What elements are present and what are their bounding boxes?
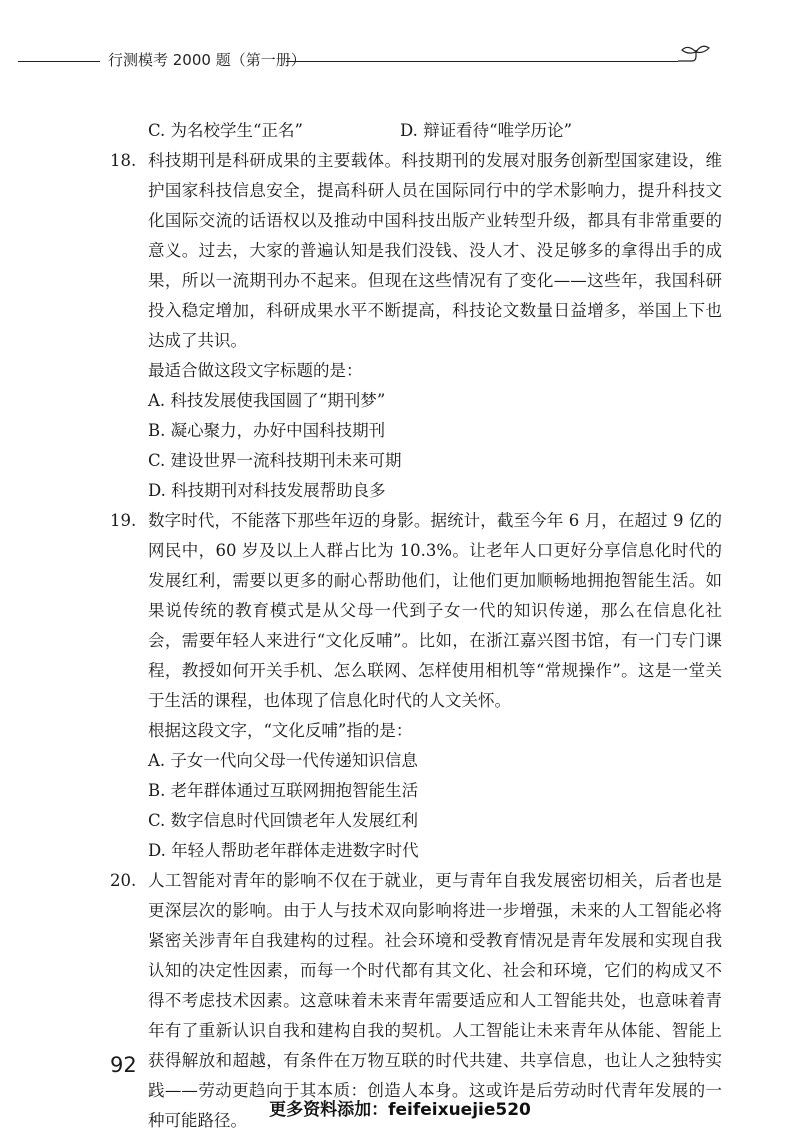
question-prompt: 最适合做这段文字标题的是： <box>148 361 363 380</box>
page-content <box>110 116 722 1136</box>
header-title: 行测模考 2000 题（第一册） <box>108 51 306 69</box>
question-19 <box>110 506 722 866</box>
option-c: C. 建设世界一流科技期刊未来可期 <box>148 451 402 470</box>
question-18 <box>110 146 722 506</box>
question-number: 18. <box>110 151 137 170</box>
option-d: D. 年轻人帮助老年群体走进数字时代 <box>148 841 419 860</box>
question-stem: 数字时代，不能落下那些年迈的身影。据统计，截至今年 6 月，在超过 9 亿的网民中，60 岁及以上人群占比为 10.3%。让老年人口更好分享信息化时代的发展红利，需要以更多的耐心帮助他们，让他们更加顺畅地拥抱智能生活。如果说传统的教育模式是从父母一代到子女一代的知识传递，那么在信息化社会，需要年轻人来进行“文化反哺”。比如，在浙江嘉兴图书馆，有一门专门课程，教授如何开关手机、怎么联网、怎样使用相机等“常规操作”。这是一堂关于生活的课程，也体现了信息化时代的人文关怀。 <box>148 511 722 710</box>
option-a: A. 科技发展使我国圆了“期刊梦” <box>148 391 386 410</box>
option-b: B. 凝心聚力，办好中国科技期刊 <box>148 421 386 440</box>
page-header <box>0 44 800 74</box>
option-a: A. 子女一代向父母一代传递知识信息 <box>148 751 418 770</box>
header-rule-right <box>286 61 678 62</box>
previous-question-options <box>110 116 722 146</box>
footer-note: 更多资料添加：feifeixuejie520 <box>269 1100 531 1120</box>
option-b: B. 老年群体通过互联网拥抱智能生活 <box>148 781 419 800</box>
option-c: C. 为名校学生“正名” <box>148 121 303 140</box>
sprout-icon <box>676 42 712 72</box>
question-stem: 人工智能对青年的影响不仅在于就业，更与青年自我发展密切相关，后者也是更深层次的影响。由于人与技术双向影响将进一步增强，未来的人工智能必将紧密关涉青年自我建构的过程。社会环境和受教育情况是青年发展和实现自我认知的决定性因素，而每一个时代都有其文化、社会和环境，它们的构成又不得不考虑技术因素。这意味着未来青年需要适应和人工智能共处，也意味着青年有了重新认识自我和建构自我的契机。人工智能让未来青年从体能、智能上获得解放和超越，有条件在万物互联的时代共建、共享信息，也让人之独特实践——劳动更趋向于其本质：创造人本身。这或许是后劳动时代青年发展的一种可能路径。 <box>148 871 722 1130</box>
question-prompt: 根据这段文字，“文化反哺”指的是： <box>148 721 413 740</box>
question-stem: 科技期刊是科研成果的主要载体。科技期刊的发展对服务创新型国家建设，维护国家科技信息安全，提高科研人员在国际同行中的学术影响力，提升科技文化国际交流的话语权以及推动中国科技出版产业转型升级，都具有非常重要的意义。过去，大家的普遍认知是我们没钱、没人才、没足够多的拿得出手的成果，所以一流期刊办不起来。但现在这些情况有了变化——这些年，我国科研投入稳定增加，科研成果水平不断提高，科技论文数量日益增多，举国上下也达成了共识。 <box>148 151 722 350</box>
option-d: D. 科技期刊对科技发展帮助良多 <box>148 481 386 500</box>
question-number: 19. <box>110 511 137 530</box>
question-number: 20. <box>110 871 137 890</box>
option-c: C. 数字信息时代回馈老年人发展红利 <box>148 811 419 830</box>
header-rule-left <box>18 61 100 62</box>
option-d: D. 辩证看待“唯学历论” <box>400 121 573 140</box>
page-number: 92 <box>110 1053 137 1077</box>
